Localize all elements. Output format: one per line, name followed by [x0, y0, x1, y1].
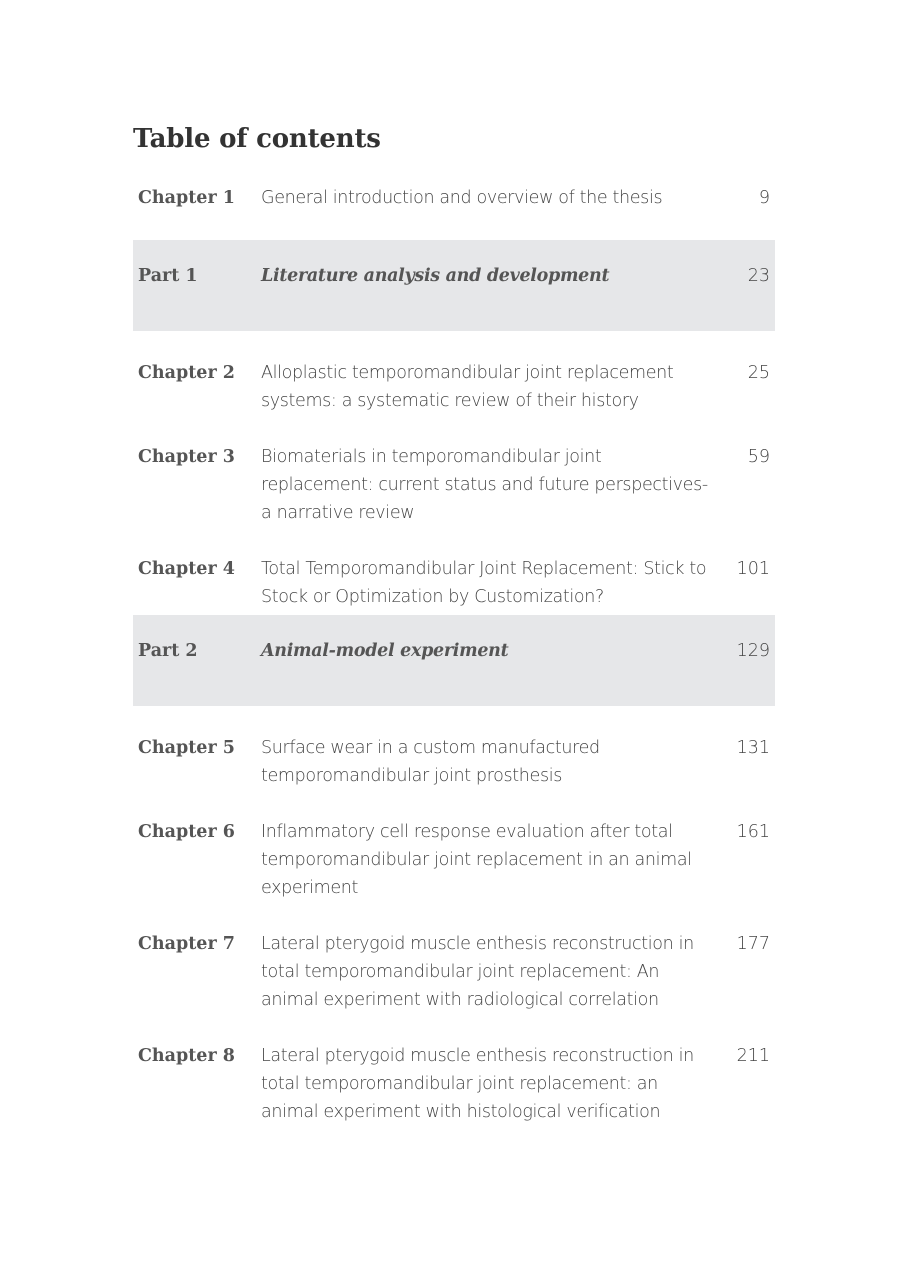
entry-title: Total Temporomandibular Joint Replacement: Stick to Stock or Optimization by Customization? [261, 559, 707, 607]
entry-page-number: 161 [736, 822, 770, 842]
entry-label: Chapter 7 [138, 934, 235, 954]
entry-page-number: 25 [747, 363, 770, 383]
toc-entry-part-1 [133, 240, 775, 331]
toc-entry-chapter-2 [133, 359, 775, 443]
toc-entry-chapter-5 [133, 734, 775, 818]
entry-title: Surface wear in a custom manufactured temporomandibular joint prosthesis [261, 738, 600, 786]
entry-title: Animal-model experiment [261, 641, 509, 661]
toc-page [133, 124, 775, 1154]
toc-entry-chapter-7 [133, 930, 775, 1042]
entry-page-number: 177 [736, 934, 770, 954]
entry-label: Part 1 [138, 266, 198, 286]
entry-page-number: 129 [736, 641, 770, 661]
entry-page-number: 101 [736, 559, 770, 579]
toc-entry-chapter-6 [133, 818, 775, 930]
entry-page-number: 23 [747, 266, 770, 286]
entry-page-number: 211 [736, 1046, 770, 1066]
entry-label: Part 2 [138, 641, 198, 661]
entry-label: Chapter 6 [138, 822, 235, 842]
entry-page-number: 9 [758, 188, 770, 208]
entry-title: Literature analysis and development [261, 266, 610, 286]
entry-title: Biomaterials in temporomandibular joint replacement: current status and future perspectives-a narrative review [261, 447, 708, 523]
entry-label: Chapter 1 [138, 188, 235, 208]
entry-title: Lateral pterygoid muscle enthesis reconstruction in total temporomandibular joint replacement: An animal experiment with radiological correlation [261, 934, 694, 1010]
entry-label: Chapter 8 [138, 1046, 235, 1066]
toc-entry-part-2 [133, 615, 775, 706]
toc-entry-chapter-3 [133, 443, 775, 555]
entry-title: Lateral pterygoid muscle enthesis reconstruction in total temporomandibular joint replacement: an animal experiment with histological verification [261, 1046, 694, 1122]
entry-label: Chapter 4 [138, 559, 235, 579]
page-title: Table of contents [133, 124, 381, 154]
entry-page-number: 59 [747, 447, 770, 467]
entry-title: Inflammatory cell response evaluation after total temporomandibular joint replacement in an animal experiment [261, 822, 692, 898]
entry-page-number: 131 [736, 738, 770, 758]
entry-label: Chapter 2 [138, 363, 235, 383]
entry-title: Alloplastic temporomandibular joint replacement systems: a systematic review of their history [261, 363, 674, 411]
toc-entry-chapter-4 [133, 555, 775, 611]
entry-title: General introduction and overview of the thesis [261, 188, 663, 208]
entry-label: Chapter 5 [138, 738, 235, 758]
entry-label: Chapter 3 [138, 447, 235, 467]
toc-entry-chapter-8 [133, 1042, 775, 1154]
toc-entry-chapter-1 [133, 184, 775, 240]
